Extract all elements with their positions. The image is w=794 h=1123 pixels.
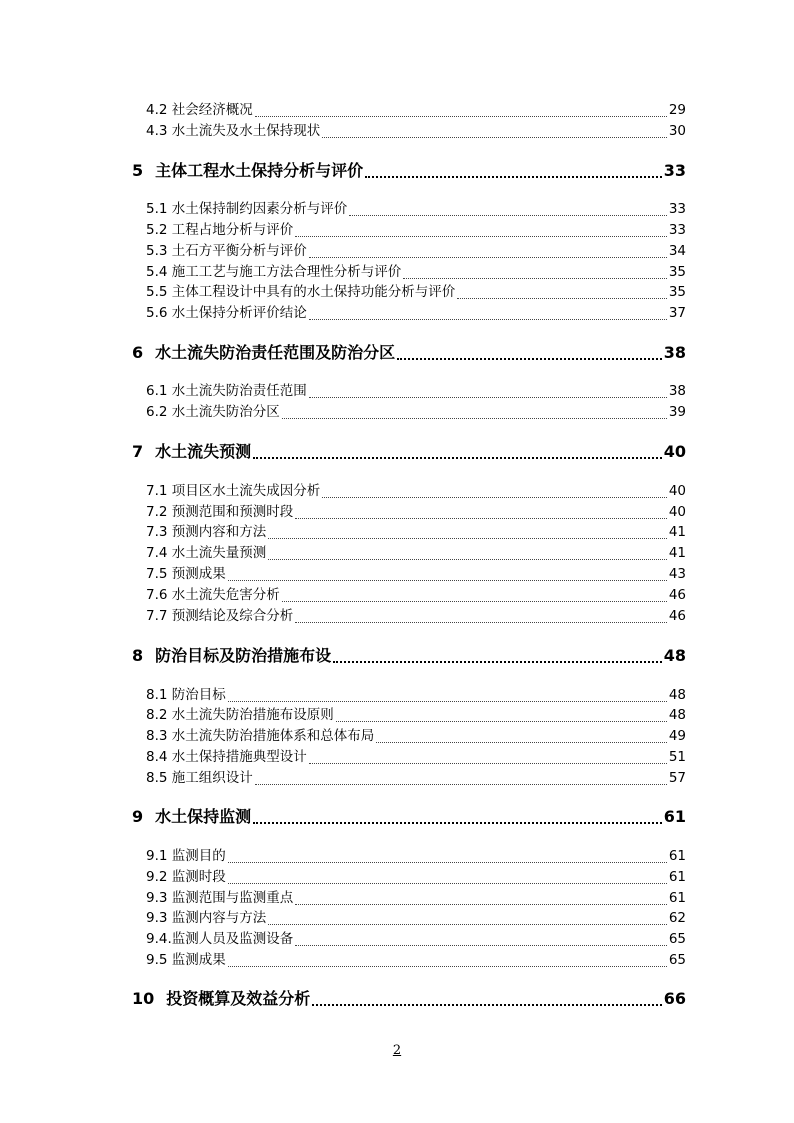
chapter-number: 5 [132,161,144,180]
toc-entry-page: 51 [668,749,686,765]
toc-entry-page: 62 [668,910,686,926]
toc-entry-5-6[interactable] [146,301,686,321]
toc-entry-label: 9.3 监测范围与监测重点 [146,890,294,906]
toc-entry-label: 6.1 水土流失防治责任范围 [146,383,307,399]
chapter-page: 61 [663,807,686,826]
toc-chapter-5[interactable] [132,158,686,181]
chapter-page: 48 [663,646,686,665]
toc-entry-page: 61 [668,890,686,906]
chapter-title: 投资概算及效益分析 [166,989,311,1008]
toc-entry-page: 48 [668,707,686,723]
toc-entry-5-3[interactable] [146,239,686,259]
toc-entry-5-4[interactable] [146,260,686,280]
toc-entry-page: 65 [668,952,686,968]
toc-entry-5-2[interactable] [146,218,686,238]
toc-entry-label: 5.2 工程占地分析与评价 [146,222,294,238]
toc-entry-7-2[interactable] [146,500,686,520]
toc-entry-label: 7.2 预测范围和预测时段 [146,504,294,520]
toc-entry-5-5[interactable] [146,280,686,300]
toc-entry-page: 39 [668,404,686,420]
toc-entry-7-1[interactable] [146,479,686,499]
toc-entry-page: 48 [668,687,686,703]
toc-entry-label: 9.5 监测成果 [146,952,226,968]
toc-entry-8-2[interactable] [146,703,686,723]
toc-entry-label: 7.6 水土流失危害分析 [146,587,280,603]
toc-entry-9-2[interactable] [146,865,686,885]
toc-entry-page: 43 [668,566,686,582]
chapter-number: 6 [132,343,144,362]
toc-entry-8-1[interactable] [146,683,686,703]
toc-entry-5-1[interactable] [146,197,686,217]
toc-entry-label: 4.3 水土流失及水土保持现状 [146,123,321,139]
toc-entry-7-5[interactable] [146,562,686,582]
chapter-title: 防治目标及防治措施布设 [155,646,332,665]
toc-entry-page: 40 [668,504,686,520]
toc-chapter-6[interactable] [132,340,686,363]
toc-entry-page: 40 [668,483,686,499]
toc-entry-9-1[interactable] [146,844,686,864]
chapter-number: 8 [132,646,144,665]
toc-entry-4-3[interactable] [146,119,686,139]
toc-entry-label: 7.7 预测结论及综合分析 [146,608,294,624]
page-number: 2 [392,1043,402,1058]
chapter-page: 38 [663,343,686,362]
toc-entry-7-7[interactable] [146,604,686,624]
toc-entry-page: 37 [668,305,686,321]
toc-entry-label: 9.1 监测目的 [146,848,226,864]
chapter-page: 33 [663,161,686,180]
toc-entry-label: 8.1 防治目标 [146,687,226,703]
toc-entry-label: 6.2 水土流失防治分区 [146,404,280,420]
toc-entry-8-5[interactable] [146,766,686,786]
toc-entry-8-4[interactable] [146,745,686,765]
toc-entry-page: 46 [668,587,686,603]
toc-entry-page: 61 [668,848,686,864]
toc-entry-9-4[interactable] [146,927,686,947]
chapter-number: 9 [132,807,144,826]
toc-entry-page: 38 [668,383,686,399]
toc-entry-label: 7.5 预测成果 [146,566,226,582]
toc-entry-label: 5.6 水土保持分析评价结论 [146,305,307,321]
chapter-page: 40 [663,442,686,461]
toc-entry-label: 8.5 施工组织设计 [146,770,253,786]
toc-chapter-7[interactable] [132,439,686,462]
toc-entry-6-2[interactable] [146,400,686,420]
toc-entry-7-3[interactable] [146,520,686,540]
toc-entry-label: 9.2 监测时段 [146,869,226,885]
toc-entry-label: 9.3 监测内容与方法 [146,910,267,926]
toc-entry-label: 5.3 土石方平衡分析与评价 [146,243,307,259]
toc-entry-9-3[interactable] [146,886,686,906]
toc-entry-page: 29 [668,102,686,118]
toc-entry-6-1[interactable] [146,379,686,399]
toc-entry-page: 34 [668,243,686,259]
toc-entry-9-5[interactable] [146,948,686,968]
toc-entry-label: 8.4 水土保持措施典型设计 [146,749,307,765]
toc-entry-label: 7.4 水土流失量预测 [146,545,267,561]
chapter-title: 水土流失防治责任范围及防治分区 [155,343,396,362]
toc-entry-page: 35 [668,264,686,280]
chapter-page: 66 [663,989,686,1008]
chapter-number: 10 [132,989,155,1008]
toc-entry-4-2[interactable] [146,98,686,118]
toc-entry-label: 7.1 项目区水土流失成因分析 [146,483,321,499]
toc-entry-label: 5.1 水土保持制约因素分析与评价 [146,201,348,217]
toc-entry-label: 8.2 水土流失防治措施布设原则 [146,707,334,723]
toc-entry-page: 35 [668,284,686,300]
toc-entry-8-3[interactable] [146,724,686,744]
toc-entry-page: 46 [668,608,686,624]
toc-entry-page: 41 [668,545,686,561]
toc-entry-page: 33 [668,222,686,238]
toc-entry-page: 33 [668,201,686,217]
chapter-title: 主体工程水土保持分析与评价 [155,161,364,180]
toc-entry-label: 7.3 预测内容和方法 [146,524,267,540]
toc-entry-page: 41 [668,524,686,540]
toc-entry-page: 49 [668,728,686,744]
toc-entry-label: 8.3 水土流失防治措施体系和总体布局 [146,728,375,744]
toc-entry-9-3b[interactable] [146,906,686,926]
toc-chapter-9[interactable] [132,804,686,827]
toc-entry-7-6[interactable] [146,583,686,603]
toc-entry-label: 5.4 施工工艺与施工方法合理性分析与评价 [146,264,402,280]
toc-chapter-10[interactable] [132,986,686,1009]
toc-entry-page: 61 [668,869,686,885]
toc-chapter-8[interactable] [132,643,686,666]
toc-entry-page: 65 [668,931,686,947]
chapter-number: 7 [132,442,144,461]
chapter-title: 水土流失预测 [155,442,252,461]
toc-entry-label: 4.2 社会经济概况 [146,102,253,118]
toc-entry-label: 5.5 主体工程设计中具有的水土保持功能分析与评价 [146,284,456,300]
toc-entry-page: 57 [668,770,686,786]
chapter-title: 水土保持监测 [155,807,252,826]
toc-entry-label: 9.4.监测人员及监测设备 [146,931,294,947]
toc-entry-7-4[interactable] [146,541,686,561]
toc-entry-page: 30 [668,123,686,139]
